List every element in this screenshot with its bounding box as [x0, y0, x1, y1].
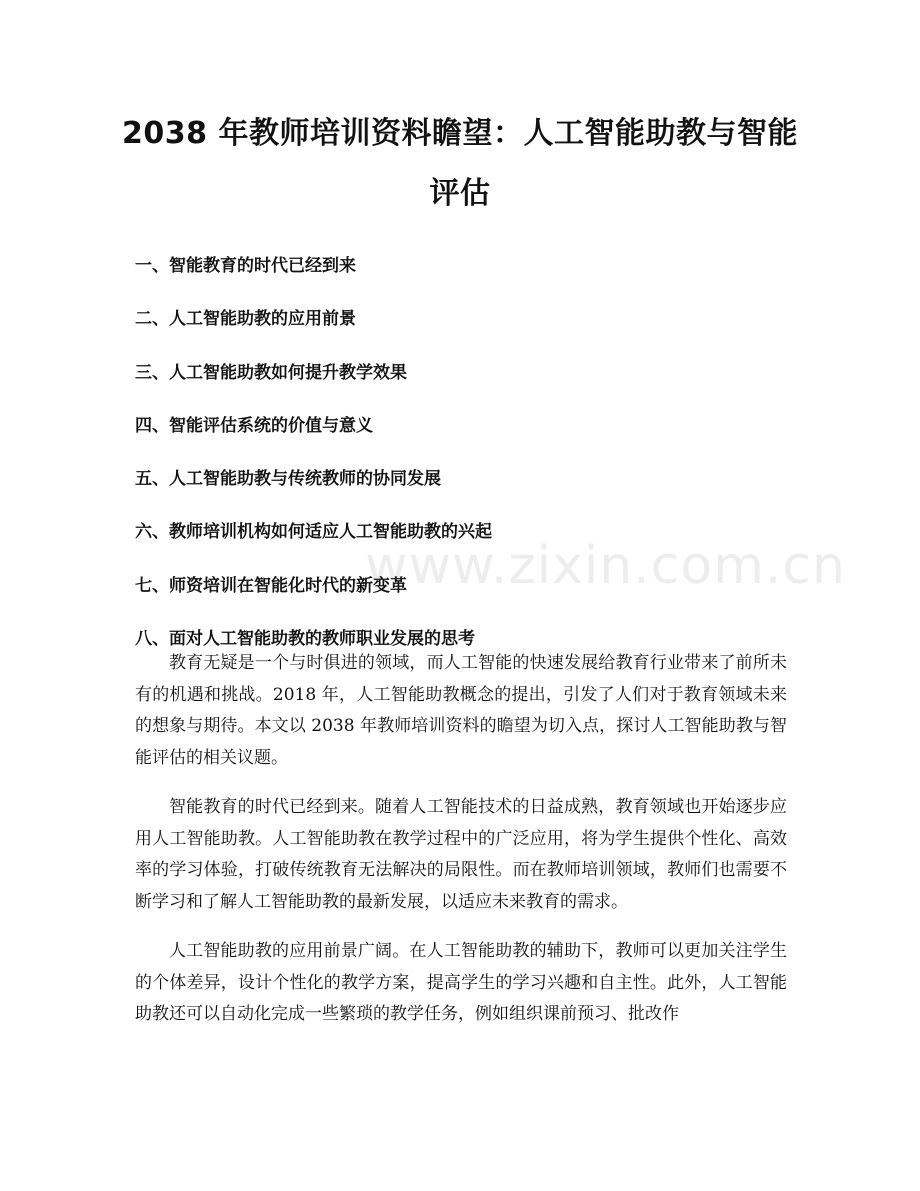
- toc-item-7: 七、师资培训在智能化时代的新变革: [135, 575, 407, 596]
- paragraph-application-prospects: 人工智能助教的应用前景广阔。在人工智能助教的辅助下，教师可以更加关注学生的个体差异，设计个性化的教学方案，提高学生的学习兴趣和自主性。此外，人工智能助教还可以自动化完成一些繁琐的教学任务，例如组织课前预习、批改作: [135, 941, 787, 1024]
- toc-item-3: 三、人工智能助教如何提升教学效果: [135, 362, 407, 383]
- toc-item-4: 四、智能评估系统的价值与意义: [135, 415, 373, 436]
- toc-item-1: 一、智能教育的时代已经到来: [135, 256, 356, 276]
- toc-item-8: 八、面对人工智能助教的教师职业发展的思考: [135, 629, 475, 650]
- toc-item-2: 二、人工智能助教的应用前景: [135, 309, 356, 330]
- table-of-contents: [135, 251, 795, 677]
- document-title: 2038 年教师培训资料瞻望：人工智能助教与智能评估: [122, 116, 798, 211]
- body-text: [135, 648, 787, 1049]
- paragraph-intro: 教育无疑是一个与时俱进的领域，而人工智能的快速发展给教育行业带来了前所未有的机遇和挑战。2018 年，人工智能助教概念的提出，引发了人们对于教育领域未来的想象与期待。本文以 2038 年教师培训资料的瞻望为切入点，探讨人工智能助教与智能评估的相关议题。: [135, 653, 787, 768]
- paragraph-smart-education: 智能教育的时代已经到来。随着人工智能技术的日益成熟，教育领域也开始逐步应用人工智能助教。人工智能助教在教学过程中的广泛应用，将为学生提供个性化、高效率的学习体验，打破传统教育无法解决的局限性。而在教师培训领域，教师们也需要不断学习和了解人工智能助教的最新发展，以适应未来教育的需求。: [135, 797, 787, 912]
- watermark: www.zixin.com.cn: [365, 536, 846, 596]
- toc-item-5: 五、人工智能助教与传统教师的协同发展: [135, 469, 441, 490]
- toc-item-6: 六、教师培训机构如何适应人工智能助教的兴起: [135, 522, 492, 543]
